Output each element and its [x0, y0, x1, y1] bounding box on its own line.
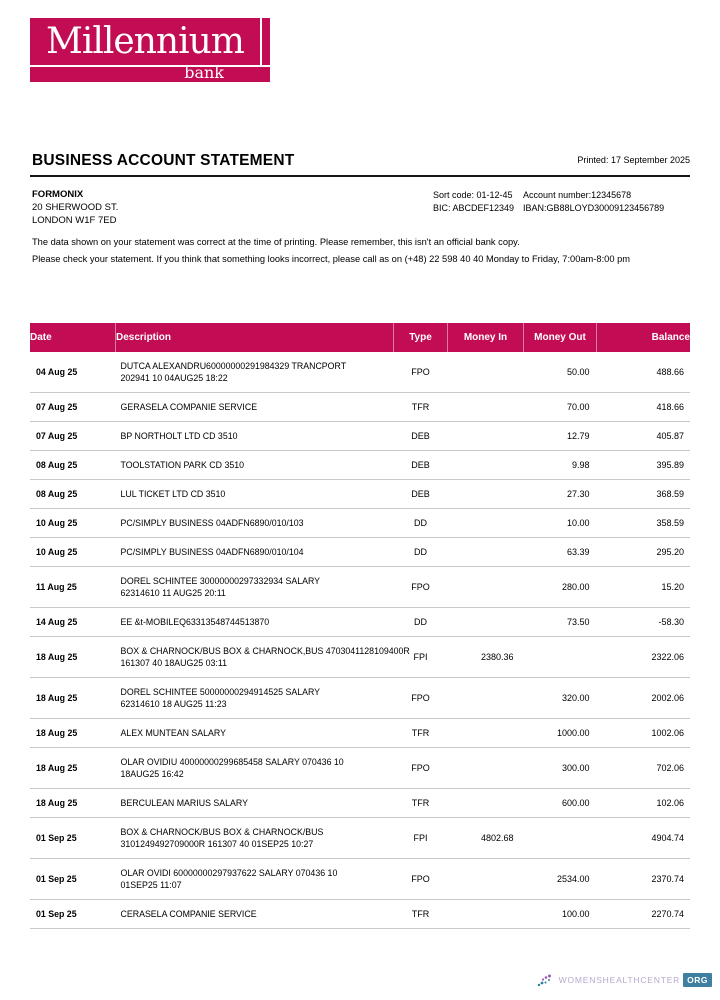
transaction-money-in — [448, 789, 524, 818]
table-row — [30, 422, 690, 451]
transaction-type: FPO — [394, 678, 448, 719]
transaction-money-out: 9.98 — [524, 451, 597, 480]
transaction-balance: 405.87 — [597, 422, 691, 451]
footer-site-name: WOMENSHEALTHCENTER — [558, 975, 681, 985]
table-row — [30, 789, 690, 818]
transaction-money-out — [524, 818, 597, 859]
table-row — [30, 608, 690, 637]
transaction-type: TFR — [394, 393, 448, 422]
transaction-balance: 2002.06 — [597, 678, 691, 719]
transaction-balance: 395.89 — [597, 451, 691, 480]
transactions-table — [30, 323, 690, 929]
transaction-balance: 358.59 — [597, 509, 691, 538]
table-row — [30, 567, 690, 608]
transaction-type: DD — [394, 538, 448, 567]
transaction-balance: 2370.74 — [597, 859, 691, 900]
transaction-balance: 295.20 — [597, 538, 691, 567]
transaction-description: BERCULEAN MARIUS SALARY — [116, 789, 394, 818]
transaction-date: 01 Sep 25 — [30, 859, 116, 900]
table-row — [30, 859, 690, 900]
col-header-balance: Balance — [597, 323, 691, 352]
transaction-date: 07 Aug 25 — [30, 422, 116, 451]
account-details-block — [433, 189, 664, 215]
transaction-money-in — [448, 859, 524, 900]
transaction-money-in — [448, 719, 524, 748]
transaction-money-out: 70.00 — [524, 393, 597, 422]
transaction-money-in — [448, 900, 524, 929]
table-row — [30, 818, 690, 859]
transaction-money-out: 320.00 — [524, 678, 597, 719]
table-row — [30, 538, 690, 567]
customer-address-line2: LONDON W1F 7ED — [32, 215, 117, 226]
transaction-description: DOREL SCHINTEE 50000000294914525 SALARY 62314610 18 AUG25 11:23 — [116, 678, 394, 719]
transaction-balance: -58.30 — [597, 608, 691, 637]
transaction-money-in — [448, 538, 524, 567]
transaction-description: DUTCA ALEXANDRU60000000291984329 TRANCPORT 202941 10 04AUG25 18:22 — [116, 352, 394, 393]
transaction-money-in: 2380.36 — [448, 637, 524, 678]
notice-line-1: The data shown on your statement was correct at the time of printing. Please remember, this isn't an official bank copy. — [32, 237, 520, 247]
table-header-row — [30, 323, 690, 352]
transaction-description: LUL TICKET LTD CD 3510 — [116, 480, 394, 509]
col-header-money-out: Money Out — [524, 323, 597, 352]
transaction-money-in — [448, 567, 524, 608]
transaction-money-in — [448, 451, 524, 480]
transaction-date: 14 Aug 25 — [30, 608, 116, 637]
transaction-date: 18 Aug 25 — [30, 719, 116, 748]
col-header-description: Description — [116, 323, 394, 352]
transaction-description: ALEX MUNTEAN SALARY — [116, 719, 394, 748]
transaction-money-in — [448, 678, 524, 719]
transaction-money-in: 4802.68 — [448, 818, 524, 859]
iban: IBAN:GB88LOYD30009123456789 — [523, 203, 665, 213]
transaction-type: DEB — [394, 422, 448, 451]
logo-vertical-line — [260, 18, 262, 65]
customer-address-line1: 20 SHERWOOD ST. — [32, 202, 119, 213]
transaction-money-out: 50.00 — [524, 352, 597, 393]
transaction-money-out: 280.00 — [524, 567, 597, 608]
transaction-money-out — [524, 637, 597, 678]
table-row — [30, 509, 690, 538]
transaction-type: DEB — [394, 451, 448, 480]
transaction-money-out: 300.00 — [524, 748, 597, 789]
transaction-description: CERASELA COMPANIE SERVICE — [116, 900, 394, 929]
transaction-money-out: 600.00 — [524, 789, 597, 818]
page-title: BUSINESS ACCOUNT STATEMENT — [32, 152, 295, 169]
transaction-description: EE &t-MOBILEQ63313548744513870 — [116, 608, 394, 637]
statement-notices — [32, 237, 630, 271]
customer-name: FORMONIX — [32, 189, 84, 200]
transaction-money-out: 27.30 — [524, 480, 597, 509]
transaction-money-out: 63.39 — [524, 538, 597, 567]
table-row — [30, 352, 690, 393]
transaction-date: 01 Sep 25 — [30, 818, 116, 859]
transaction-date: 07 Aug 25 — [30, 393, 116, 422]
transaction-date: 18 Aug 25 — [30, 637, 116, 678]
transaction-type: FPO — [394, 859, 448, 900]
transaction-date: 10 Aug 25 — [30, 509, 116, 538]
table-row — [30, 900, 690, 929]
transaction-type: FPI — [394, 637, 448, 678]
title-divider — [30, 175, 690, 177]
transaction-description: OLAR OVIDI 60000000297937622 SALARY 070436 10 01SEP25 11:07 — [116, 859, 394, 900]
transaction-type: FPO — [394, 748, 448, 789]
transaction-money-in — [448, 480, 524, 509]
transaction-balance: 4904.74 — [597, 818, 691, 859]
transaction-description: BOX & CHARNOCK/BUS BOX & CHARNOCK,BUS 4703041128109400R 161307 40 18AUG25 03:11 — [116, 637, 394, 678]
transaction-description: BOX & CHARNOCK/BUS BOX & CHARNOCK/BUS 3101249492709000R 161307 40 01SEP25 10:27 — [116, 818, 394, 859]
bank-logo-subtitle: bank — [184, 63, 224, 82]
bank-logo-name: Millennium — [46, 21, 244, 62]
transaction-money-out: 73.50 — [524, 608, 597, 637]
table-row — [30, 393, 690, 422]
sort-code: Sort code: 01-12-45 — [433, 190, 513, 200]
transaction-type: DD — [394, 608, 448, 637]
transaction-balance: 418.66 — [597, 393, 691, 422]
transaction-money-in — [448, 352, 524, 393]
transaction-balance: 702.06 — [597, 748, 691, 789]
table-row — [30, 451, 690, 480]
transaction-money-in — [448, 422, 524, 451]
transaction-date: 11 Aug 25 — [30, 567, 116, 608]
table-row — [30, 480, 690, 509]
transaction-description: TOOLSTATION PARK CD 3510 — [116, 451, 394, 480]
notice-line-2: Please check your statement. If you think that something looks incorrect, please call as on (+48) 22 598 40 40 Monday to Friday, 7:00am-8:00 pm — [32, 254, 630, 264]
transaction-type: DEB — [394, 480, 448, 509]
transaction-money-out: 12.79 — [524, 422, 597, 451]
transaction-description: OLAR OVIDIU 40000000299685458 SALARY 070436 10 18AUG25 16:42 — [116, 748, 394, 789]
transaction-money-in — [448, 393, 524, 422]
transaction-description: PC/SIMPLY BUSINESS 04ADFN6890/010/103 — [116, 509, 394, 538]
transaction-type: TFR — [394, 789, 448, 818]
transaction-money-out: 100.00 — [524, 900, 597, 929]
transaction-money-in — [448, 608, 524, 637]
transaction-date: 10 Aug 25 — [30, 538, 116, 567]
transaction-balance: 102.06 — [597, 789, 691, 818]
bank-logo — [30, 18, 270, 82]
col-header-type: Type — [394, 323, 448, 352]
transaction-money-out: 10.00 — [524, 509, 597, 538]
transaction-money-in — [448, 748, 524, 789]
transaction-date: 18 Aug 25 — [30, 678, 116, 719]
customer-address-block — [32, 188, 118, 227]
printed-date: Printed: 17 September 2025 — [577, 155, 690, 165]
transaction-money-out: 1000.00 — [524, 719, 597, 748]
table-row — [30, 748, 690, 789]
transaction-balance: 368.59 — [597, 480, 691, 509]
transaction-description: BP NORTHOLT LTD CD 3510 — [116, 422, 394, 451]
footer-brand — [537, 972, 712, 988]
transaction-balance: 488.66 — [597, 352, 691, 393]
transaction-date: 08 Aug 25 — [30, 480, 116, 509]
account-number: Account number:12345678 — [523, 190, 632, 200]
transaction-date: 08 Aug 25 — [30, 451, 116, 480]
footer-org-badge: ORG — [683, 973, 712, 987]
transaction-date: 18 Aug 25 — [30, 789, 116, 818]
transaction-date: 01 Sep 25 — [30, 900, 116, 929]
col-header-date: Date — [30, 323, 116, 352]
transaction-date: 04 Aug 25 — [30, 352, 116, 393]
transaction-balance: 1002.06 — [597, 719, 691, 748]
transaction-balance: 15.20 — [597, 567, 691, 608]
transaction-type: TFR — [394, 900, 448, 929]
transaction-description: DOREL SCHINTEE 30000000297332934 SALARY 62314610 11 AUG25 20:11 — [116, 567, 394, 608]
transaction-type: DD — [394, 509, 448, 538]
dots-swirl-icon — [537, 972, 557, 988]
transaction-money-in — [448, 509, 524, 538]
col-header-money-in: Money In — [448, 323, 524, 352]
transaction-type: FPO — [394, 567, 448, 608]
transaction-type: FPI — [394, 818, 448, 859]
transaction-description: GERASELA COMPANIE SERVICE — [116, 393, 394, 422]
table-row — [30, 637, 690, 678]
transaction-money-out: 2534.00 — [524, 859, 597, 900]
transaction-description: PC/SIMPLY BUSINESS 04ADFN6890/010/104 — [116, 538, 394, 567]
table-row — [30, 678, 690, 719]
bic: BIC: ABCDEF12349 — [433, 203, 515, 213]
transaction-type: FPO — [394, 352, 448, 393]
transaction-date: 18 Aug 25 — [30, 748, 116, 789]
transaction-balance: 2322.06 — [597, 637, 691, 678]
transaction-balance: 2270.74 — [597, 900, 691, 929]
transaction-type: TFR — [394, 719, 448, 748]
table-row — [30, 719, 690, 748]
